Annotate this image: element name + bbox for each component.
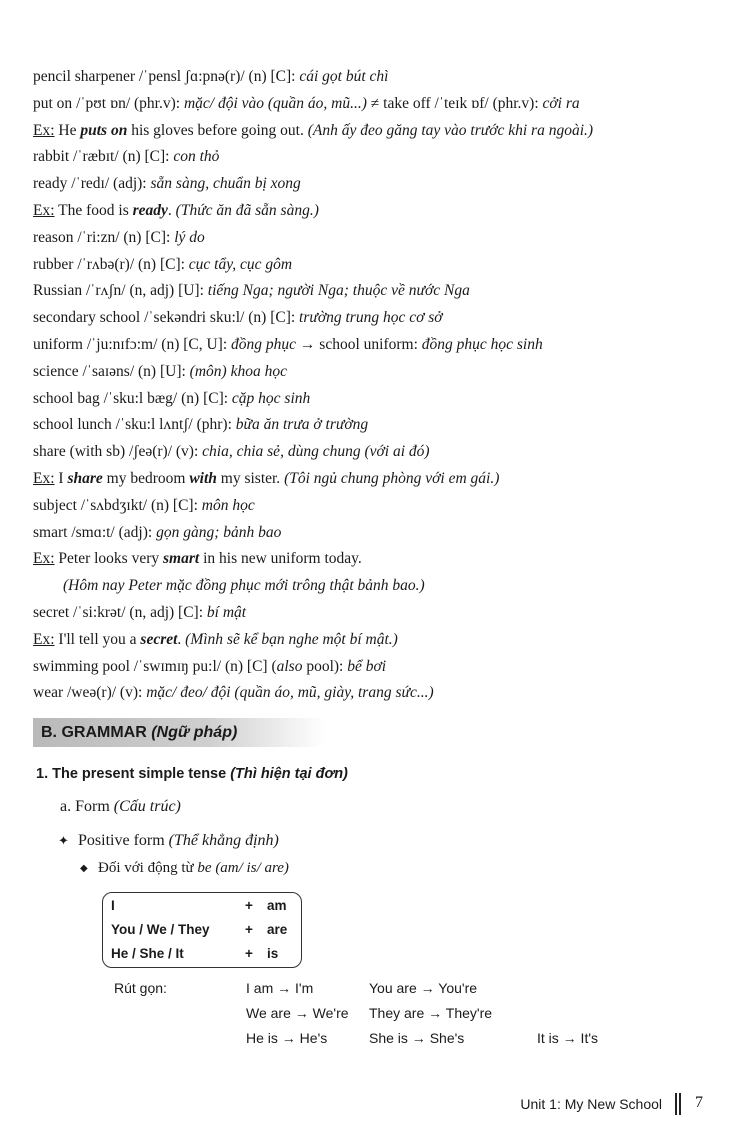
vocab-word: school bag	[33, 389, 100, 407]
be-verb-heading	[80, 860, 289, 877]
example-keyword: ready	[132, 201, 168, 219]
example-keyword: smart	[163, 550, 200, 568]
vocab-word: secondary school	[33, 309, 141, 327]
vocab-pron: /ˈju:nɪfɔ:m/ (n) [C, U]:	[82, 335, 232, 353]
vocab-word: school lunch	[33, 416, 112, 434]
vocab-meaning: cặp học sinh	[231, 389, 311, 407]
positive-form-text: Positive form	[78, 832, 169, 849]
example-entry	[33, 118, 723, 145]
vocab-entry	[33, 332, 723, 359]
vocab-entry	[33, 359, 723, 386]
example-text: The food is	[54, 201, 133, 219]
vocab-meaning: mặc/ đội vào (quần áo, mũ...)	[183, 94, 367, 112]
section-title-vi: (Ngữ pháp)	[151, 724, 238, 741]
contraction-item: They are → They're	[369, 1005, 493, 1021]
plus-sign: +	[245, 922, 253, 937]
vocab-word: rabbit	[33, 148, 70, 166]
vocab-meaning: cái gọt bút chì	[299, 68, 389, 85]
vocab-pron: /ˈsku:l bæg/ (n) [C]:	[99, 389, 232, 407]
vocab-meaning: môn học	[201, 496, 255, 514]
example-text: I'll tell you a	[54, 630, 141, 648]
vocab-pron: /ˈsʌbdʒɪkt/ (n) [C]:	[76, 496, 202, 514]
be-verb: am	[267, 898, 287, 913]
be-row	[103, 896, 301, 916]
vocab-entry	[33, 412, 723, 439]
vocab-pron: /ˈri:zn/ (n) [C]:	[73, 228, 175, 246]
example-label: Ex:	[33, 201, 55, 219]
vocab-entry	[33, 91, 723, 118]
vocab-extra-meaning: bể bơi	[347, 657, 387, 675]
vocab-entry	[33, 439, 723, 466]
diamond-bullet-icon: ◆	[80, 863, 88, 875]
vocabulary-list	[33, 64, 723, 707]
vocab-entry	[33, 386, 723, 413]
vocab-pron: /ˈpʊt ɒn/ (phr.v):	[72, 94, 184, 112]
example-translation: (Tôi ngủ chung phòng với em gái.)	[284, 469, 500, 487]
grammar-heading-vi: (Thì hiện tại đơn)	[230, 766, 348, 782]
contraction-item: I am → I'm	[246, 980, 314, 996]
section-title: B. GRAMMAR	[41, 724, 152, 741]
vocab-meaning: bữa ăn trưa ở trường	[235, 416, 369, 434]
vocab-pron: /ˈredɪ/ (adj):	[67, 175, 151, 193]
positive-form-vi: (Thể khẳng định)	[168, 832, 279, 849]
vocab-word: swimming pool	[33, 657, 130, 675]
vocab-word: share (with sb)	[33, 443, 126, 461]
be-row	[103, 920, 301, 940]
vocab-meaning: also	[276, 657, 303, 675]
be-verb: is	[267, 946, 279, 961]
vocab-pron: /ˈrʌʃn/ (n, adj) [U]:	[82, 282, 208, 300]
vocab-word: wear	[33, 684, 64, 702]
be-verb: are	[267, 922, 288, 937]
vocab-entry	[33, 171, 723, 198]
vocab-pron: /ˈsekəndri sku:l/ (n) [C]:	[140, 309, 300, 327]
vocab-pron: /ˈræbɪt/ (n) [C]:	[69, 148, 174, 166]
example-entry	[33, 627, 723, 654]
vocab-entry	[33, 600, 723, 627]
vocab-word: smart	[33, 523, 68, 541]
be-verb-label: Đối với động từ	[98, 860, 198, 876]
example-keyword: with	[189, 469, 217, 487]
be-subject: You / We / They	[111, 922, 210, 937]
example-label: Ex:	[33, 121, 55, 139]
vocab-meaning: sẵn sàng, chuẩn bị xong	[150, 175, 301, 193]
vocab-word: rubber	[33, 255, 74, 273]
vocab-word: secret	[33, 603, 70, 621]
form-subheading	[60, 798, 181, 816]
section-heading	[33, 718, 325, 747]
example-text: his gloves before going out.	[127, 121, 308, 139]
grammar-heading-text: 1. The present simple tense	[36, 766, 231, 782]
plus-sign: +	[245, 898, 253, 913]
contraction-item: It is → It's	[537, 1030, 599, 1046]
example-text: my bedroom	[102, 469, 190, 487]
vocab-pron: /ˈsku:l lʌntʃ/ (phr):	[111, 416, 236, 434]
example-translation-line	[33, 573, 723, 600]
contraction-item: She is → She's	[369, 1030, 465, 1046]
be-subject: He / She / It	[111, 946, 184, 961]
vocab-entry	[33, 680, 723, 707]
vocab-entry	[33, 654, 723, 681]
example-text: my sister.	[216, 469, 285, 487]
vocab-word: science	[33, 362, 79, 380]
example-label: Ex:	[33, 630, 55, 648]
example-translation: (Anh ấy đeo găng tay vào trước khi ra ngoài.)	[307, 121, 594, 139]
example-translation: (Hôm nay Peter mặc đồng phục mới trông thật bảnh bao.)	[63, 577, 425, 595]
form-subheading-vi: (Cấu trúc)	[113, 798, 181, 815]
vocab-word: reason	[33, 228, 74, 246]
vocab-entry	[33, 144, 723, 171]
vocab-meaning: bí mật	[206, 603, 247, 621]
contraction-item: We are → We're	[246, 1005, 349, 1021]
vocab-meaning: (môn) khoa học	[189, 362, 287, 380]
vocab-pron: /ˈsaɪəns/ (n) [U]:	[78, 362, 190, 380]
example-keyword: secret	[140, 630, 178, 648]
vocab-extra: pool):	[302, 657, 348, 675]
plus-sign: +	[245, 946, 253, 961]
be-row	[103, 944, 301, 964]
vocab-pron: /ʃeə(r)/ (v):	[125, 443, 203, 461]
vocab-entry	[33, 520, 723, 547]
vocab-entry	[33, 493, 723, 520]
be-verb-forms: be (am/ is/ are)	[197, 860, 289, 876]
vocab-word: pencil sharpener	[33, 68, 135, 85]
example-text: in his new uniform today.	[199, 550, 362, 568]
vocab-pron: /ˈsi:krət/ (n, adj) [C]:	[69, 603, 207, 621]
vocab-meaning: mặc/ đeo/ đội (quần áo, mũ, giày, trang sức...)	[146, 684, 434, 702]
star-bullet-icon: ✦	[58, 833, 69, 848]
vocab-pron: /ˈpensl ʃɑ:pnə(r)/ (n) [C]:	[135, 68, 300, 85]
example-label: Ex:	[33, 550, 55, 568]
example-entry	[33, 466, 723, 493]
vocab-meaning: đồng phục	[231, 335, 297, 353]
be-subject: I	[111, 898, 115, 913]
contraction-item: You are → You're	[369, 980, 478, 996]
example-keyword: puts on	[80, 121, 128, 139]
example-text: Peter looks very	[54, 550, 164, 568]
vocab-pron: /smɑ:t/ (adj):	[67, 523, 157, 541]
positive-form-heading	[58, 832, 279, 850]
vocab-entry	[33, 278, 723, 305]
vocab-word: put on	[33, 94, 73, 112]
example-entry	[33, 546, 723, 573]
vocab-extra: → school uniform:	[296, 335, 422, 353]
vocab-word: subject	[33, 496, 77, 514]
vocab-word: uniform	[33, 335, 83, 353]
vocab-extra-meaning: cởi ra	[542, 94, 580, 112]
example-text: .	[167, 201, 176, 219]
vocab-pron: /ˈrʌbə(r)/ (n) [C]:	[73, 255, 189, 273]
vocab-entry	[33, 225, 723, 252]
example-translation: (Mình sẽ kể bạn nghe một bí mật.)	[185, 630, 398, 648]
vocab-meaning: tiếng Nga; người Nga; thuộc về nước Nga	[207, 282, 470, 300]
vocab-entry	[33, 252, 723, 279]
example-text: .	[177, 630, 186, 648]
example-translation: (Thức ăn đã sẵn sàng.)	[175, 201, 319, 219]
be-conjugation-table	[102, 892, 302, 968]
vocab-pron: /weə(r)/ (v):	[63, 684, 147, 702]
vocab-entry	[33, 305, 723, 332]
vocab-meaning: trường trung học cơ sở	[299, 309, 443, 327]
vocab-extra-meaning: đồng phục học sinh	[421, 335, 543, 353]
example-keyword: share	[67, 469, 103, 487]
footer-unit-title: Unit 1: My New School	[520, 1096, 662, 1112]
example-text: He	[54, 121, 81, 139]
example-entry	[33, 198, 723, 225]
contraction-label: Rút gọn:	[114, 980, 167, 996]
vocab-meaning: chia, chia sẻ, dùng chung (với ai đó)	[202, 443, 430, 461]
vocab-word: Russian	[33, 282, 83, 300]
vocab-meaning: gọn gàng; bảnh bao	[156, 523, 282, 541]
vocab-meaning: con thỏ	[173, 148, 220, 166]
vocab-meaning: cục tẩy, cục gôm	[188, 255, 293, 273]
page-number: 7	[695, 1094, 703, 1111]
form-subheading-text: a. Form	[60, 798, 114, 815]
vocab-entry	[33, 64, 723, 91]
footer-divider	[675, 1093, 681, 1115]
grammar-heading	[36, 766, 348, 782]
example-text: I	[54, 469, 68, 487]
vocab-extra: ≠ take off /ˈteɪk ɒf/ (phr.v):	[366, 94, 543, 112]
vocab-pron: /ˈswɪmɪŋ pu:l/ (n) [C] (	[129, 657, 277, 675]
vocab-word: ready	[33, 175, 68, 193]
example-label: Ex:	[33, 469, 55, 487]
vocab-meaning: lý do	[174, 228, 205, 246]
contraction-item: He is → He's	[246, 1030, 328, 1046]
